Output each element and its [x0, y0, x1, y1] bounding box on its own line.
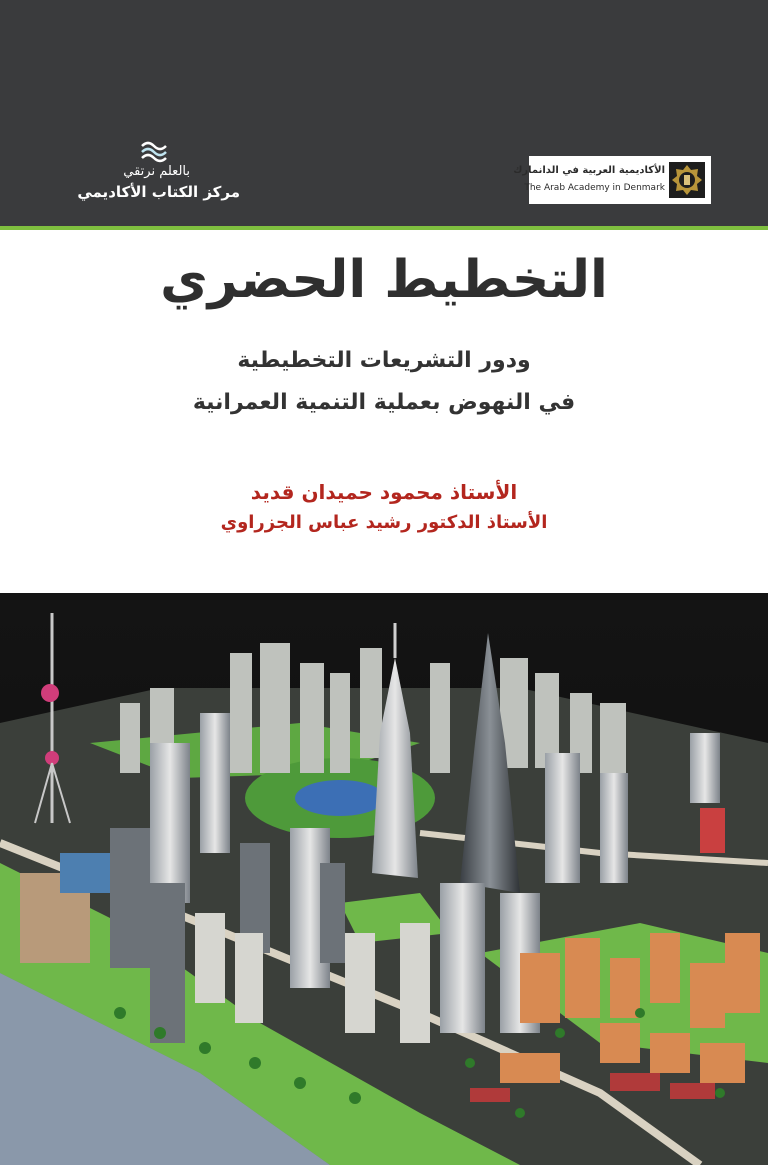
book-title: التخطيط الحضري [160, 250, 608, 310]
book-subtitle-line1: ودور التشريعات التخطيطية [237, 348, 531, 373]
seal-icon [669, 162, 705, 198]
waves-icon [140, 140, 168, 164]
publisher-tagline: بالعلم نرتقي [123, 164, 190, 179]
author-2: الأستاذ الدكتور رشيد عباس الجزراوي [220, 512, 548, 533]
academy-name-english: The Arab Academy in Denmark [524, 183, 665, 193]
academy-logo [513, 156, 711, 204]
green-divider [0, 226, 768, 230]
publisher-name: مركز الكتاب الأكاديمي [77, 183, 240, 201]
book-subtitle-line2: في النهوض بعملية التنمية العمرانية [192, 390, 576, 415]
author-1: الأستاذ محمود حميدان قديد [250, 480, 518, 504]
city-model-photo [0, 593, 768, 1165]
academy-name-arabic: الأكاديمية العربية في الدانمارك [513, 165, 665, 176]
publisher-logo [60, 140, 250, 210]
